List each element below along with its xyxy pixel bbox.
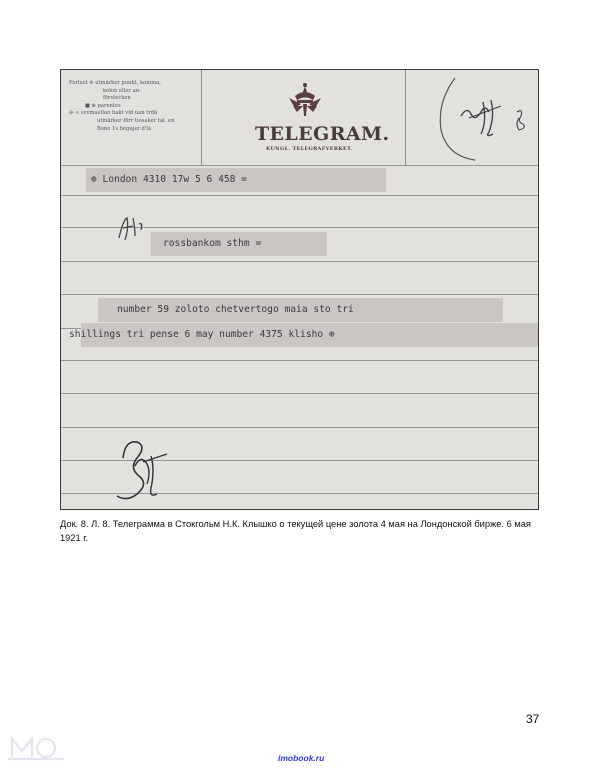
form-rule	[61, 294, 539, 295]
telegram-subtitle: KUNGL. TELEGRAFVERKET.	[266, 146, 353, 152]
telegram-scan	[60, 69, 539, 510]
form-rule	[61, 360, 539, 361]
telegram-title: TELEGRAM.	[255, 123, 390, 145]
tape-line-body-2: shillings tri pense 6 may number 4375 klisho ⊕	[69, 329, 335, 340]
footer-site-link[interactable]: imobook.ru	[278, 753, 325, 763]
form-instructions	[69, 80, 199, 133]
form-note: utmärker förr tiosaker tal. en	[97, 117, 175, 124]
publisher-logo-icon	[8, 733, 64, 761]
handwritten-mark-icon	[431, 72, 539, 164]
form-rule	[61, 427, 539, 428]
form-note: förstecken	[103, 95, 131, 102]
form-rule	[61, 393, 539, 394]
form-divider-left	[201, 70, 202, 165]
page-number: 37	[526, 712, 540, 726]
tape-line-origin: ⊕ London 4310 17w 5 6 458 =	[91, 174, 247, 185]
form-note: Ferlust ✣ utmärker punkt, komma,	[69, 80, 161, 86]
form-note: ✣ ∞ svvmaellan hakt vid uan trdä	[69, 110, 158, 117]
tape-line-addressee: rossbankom sthm =	[163, 238, 262, 249]
handwritten-initial-icon	[113, 214, 147, 244]
tape-line-body-1: number 59 zoloto chetvertogo maia sto tri	[117, 304, 354, 315]
form-rule	[61, 195, 539, 196]
form-note: kolon eller an-	[103, 87, 141, 94]
form-rule	[61, 261, 539, 262]
form-note: Bono 1s begujer d'lä	[97, 125, 152, 132]
signature-icon	[107, 436, 177, 508]
form-rule	[61, 165, 539, 166]
form-divider-right	[405, 70, 406, 165]
form-note: ■ ⊕ parentes	[85, 102, 121, 109]
figure-caption: Док. 8. Л. 8. Телеграмма в Стокгольм Н.К. Клышко о текущей цене золота 4 мая на Лондонской бирже. 6 мая 1921 г.	[60, 519, 531, 543]
crown-emblem-icon	[285, 82, 325, 118]
